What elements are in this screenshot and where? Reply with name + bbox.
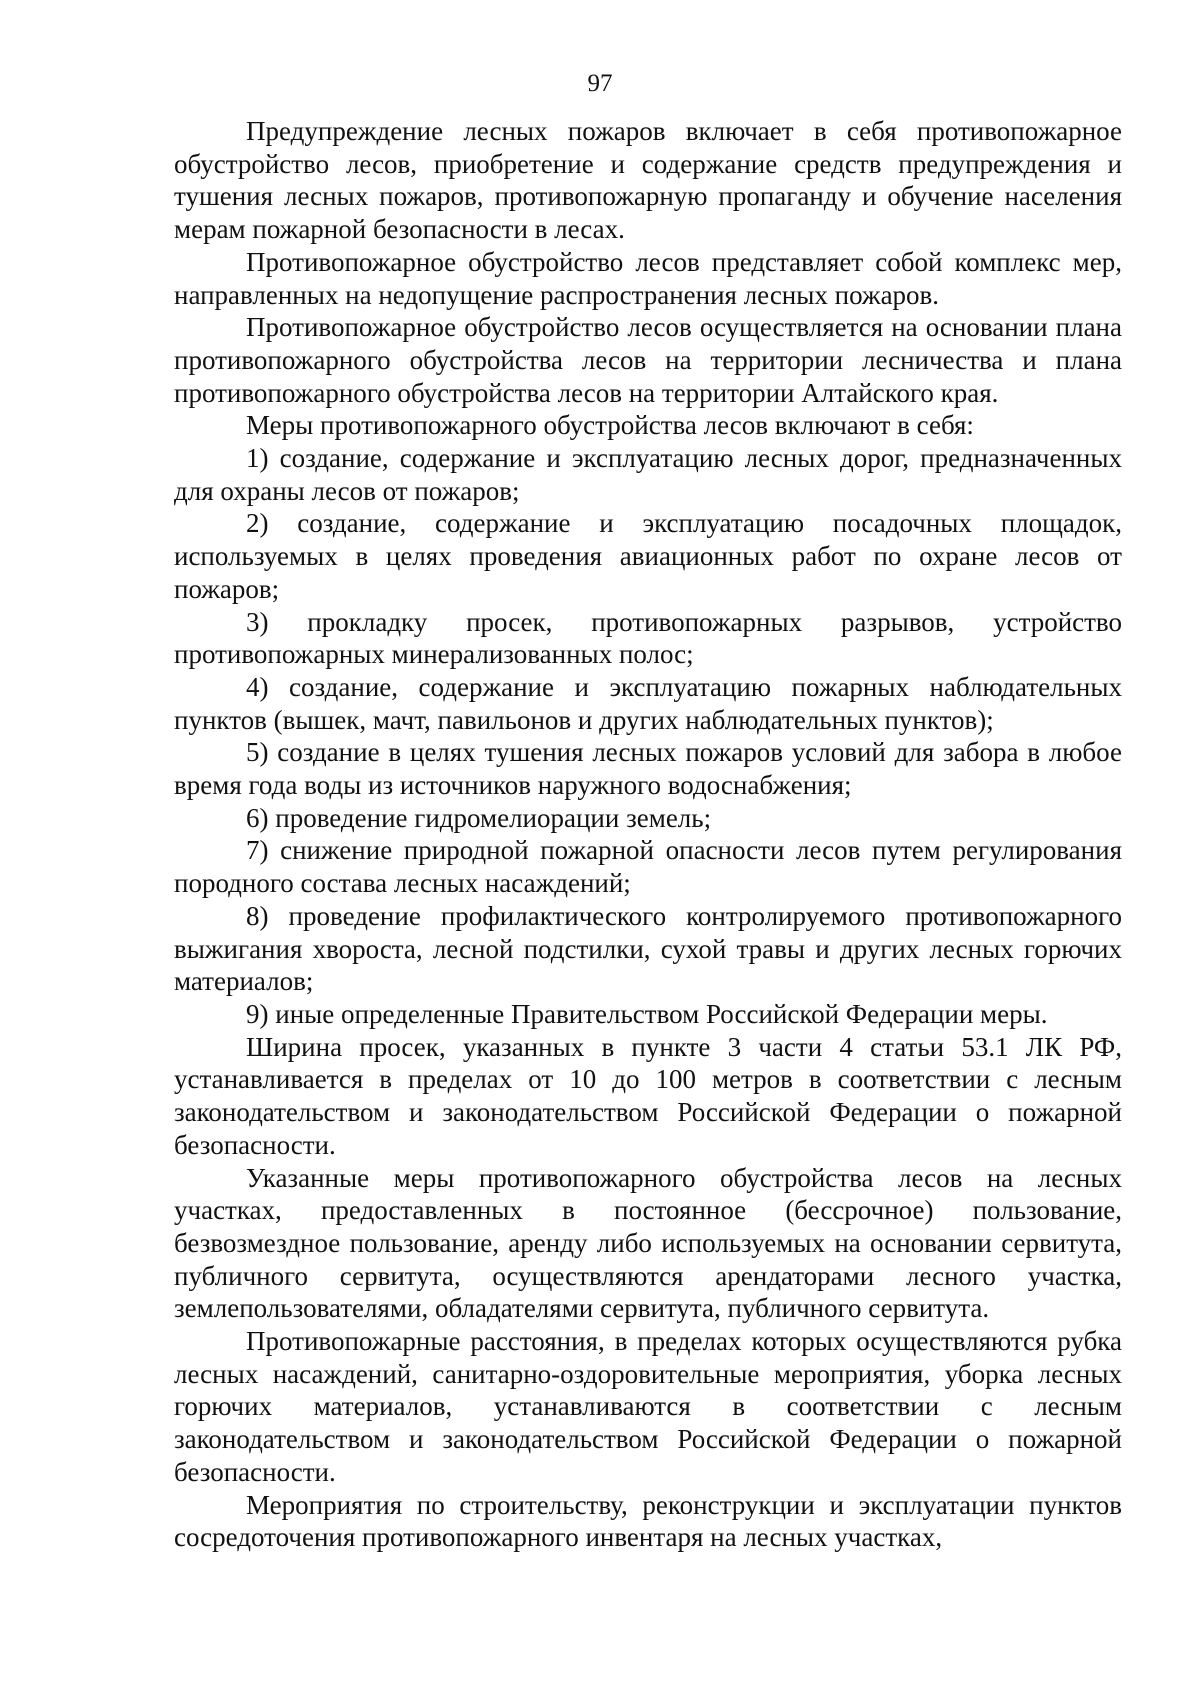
document-body [174, 115, 1122, 1554]
paragraph: Меры противопожарного обустройства лесов включают в себя: [246, 410, 974, 441]
list-item: 1) создание, содержание и эксплуатацию лесных дорог, предназначенных для охраны лесов от пожаров; [174, 443, 1122, 506]
list-item: 7) снижение природной пожарной опасности лесов путем регулирования породного состава лесных насаждений; [174, 835, 1122, 899]
list-item: 6) проведение гидромелиорации земель; [246, 802, 712, 833]
paragraph: Противопожарные расстояния, в пределах которых осуществляются рубка лесных насаждений, санитарно-оздоровительные мероприятия, уборка лесных горючих материалов, устанавливаются в соответствии с лесным законодательством и законодательством Российской Федерации о пожарной безопасности. [174, 1326, 1122, 1487]
paragraph: Предупреждение лесных пожаров включает в себя противопожарное обустройство лесов, приобретение и содержание средств предупреждения и тушения лесных пожаров, противопожарную пропаганду и обучение населения мерам пожарной безопасности в лесах. [174, 116, 1122, 245]
page-number: 97 [587, 70, 613, 97]
list-item: 3) прокладку просек, противопожарных разрывов, устройство противопожарных минерализованных полос; [174, 606, 1122, 670]
list-item: 4) создание, содержание и эксплуатацию пожарных наблюдательных пунктов (вышек, мачт, павильонов и других наблюдательных пунктов); [174, 671, 1122, 735]
list-item: 2) создание, содержание и эксплуатацию посадочных площадок, используемых в целях проведения авиационных работ по охране лесов от пожаров; [174, 508, 1122, 604]
paragraph: Противопожарное обустройство лесов представляет собой комплекс мер, направленных на недопущение распространения лесных пожаров. [174, 246, 1122, 310]
list-item: 8) проведение профилактического контролируемого противопожарного выжигания хвороста, лесной подстилки, сухой травы и других лесных горючих материалов; [174, 900, 1122, 997]
paragraph: Указанные меры противопожарного обустройства лесов на лесных участках, предоставленных в постоянное (бессрочное) пользование, безвозмездное пользование, аренду либо используемых на основании сервитута, публичного сервитута, осуществляются арендаторами лесного участка, землепользователями, обладателями сервитута, публичного сервитута. [174, 1162, 1122, 1324]
paragraph: Противопожарное обустройство лесов осуществляется на основании плана противопожарного обустройства лесов на территории лесничества и плана противопожарного обустройства лесов на территории Алтайского края. [174, 312, 1122, 408]
list-item: 5) создание в целях тушения лесных пожаров условий для забора в любое время года воды из источников наружного водоснабжения; [174, 737, 1122, 801]
paragraph: Ширина просек, указанных в пункте 3 части 4 статьи 53.1 ЛК РФ, устанавливается в пределах от 10 до 100 метров в соответствии с лесным законодательством и законодательством Российской Федерации о пожарной безопасности. [174, 1031, 1122, 1160]
paragraph: Мероприятия по строительству, реконструкции и эксплуатации пунктов сосредоточения противопожарного инвентаря на лесных участках, [174, 1489, 1122, 1553]
list-item: 9) иные определенные Правительством Российской Федерации меры. [246, 998, 1048, 1029]
